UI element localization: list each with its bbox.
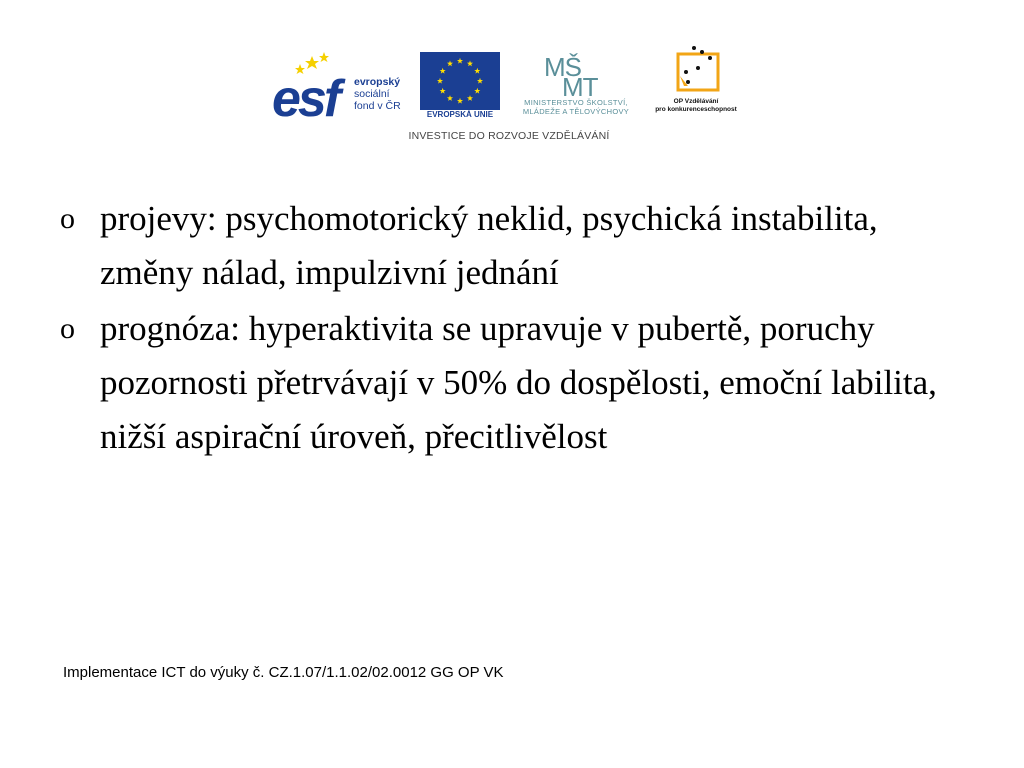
esf-caption: evropský sociální fond v ČR xyxy=(354,76,401,112)
investice-tagline: INVESTICE DO ROZVOJE VZDĚLÁVÁNÍ xyxy=(408,130,610,142)
bullet-list xyxy=(60,192,970,466)
opvk-caption: OP Vzdělávání pro konkurenceschopnost xyxy=(655,98,737,113)
svg-text:MŠ: MŠ xyxy=(544,52,581,82)
bullet-item xyxy=(60,192,970,300)
msmt-caption: MINISTERSTVO ŠKOLSTVÍ, MLÁDEŽE A TĚLOVÝCHOVY xyxy=(522,98,630,116)
bullet-item xyxy=(60,302,970,464)
svg-text:esf: esf xyxy=(272,70,339,122)
eu-label: EVROPSKÁ UNIE xyxy=(426,110,494,119)
svg-text:MT: MT xyxy=(562,72,598,102)
footer-text: Implementace ICT do výuky č. CZ.1.07/1.1.02/02.0012 GG OP VK xyxy=(63,664,504,681)
bullet-text: prognóza: hyperaktivita se upravuje v pubertě, poruchy pozornosti přetrvávají v 50% do dospělosti, emoční labilita, nižší aspirační úroveň, přecitlivělost xyxy=(100,309,937,456)
logo-banner xyxy=(272,42,752,146)
bullet-text: projevy: psychomotorický neklid, psychická instabilita, změny nálad, impulzivní jednání xyxy=(100,199,878,292)
bullet-marker: o xyxy=(60,202,75,235)
bullet-marker: o xyxy=(60,312,75,345)
